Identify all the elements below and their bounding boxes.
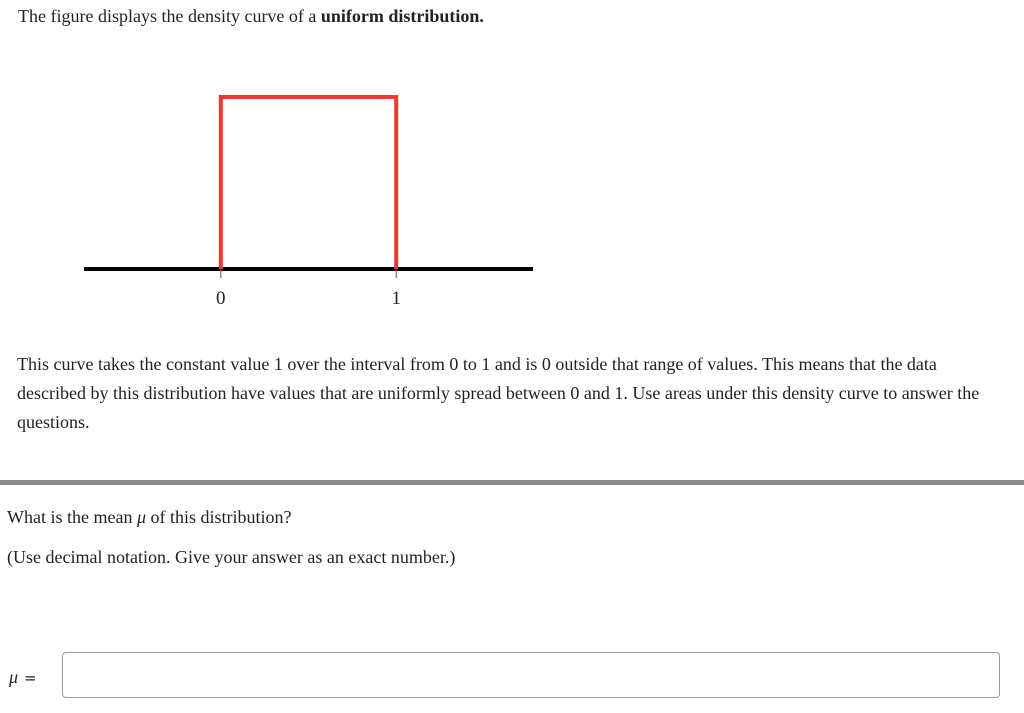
answer-instructions: (Use decimal notation. Give your answer as an exact number.) (7, 547, 456, 567)
x-tick-label: 0 (216, 288, 226, 309)
question-before: What is the mean (7, 507, 137, 527)
question-after: of this distribution? (146, 507, 292, 527)
x-axis-ticks (216, 269, 401, 309)
section-divider (0, 480, 1024, 485)
density-curve-figure (0, 0, 1024, 330)
answer-equals-sign: = (24, 669, 37, 687)
mu-symbol: μ (136, 507, 147, 527)
answer-mu-symbol: μ (9, 667, 19, 687)
description-text: This curve takes the constant value 1 over the interval from 0 to 1 and is 0 outside that range of values. This means that the data described by this distribution have values that are uniformly spread between 0 and 1. Use areas under this density curve to answer the questions. (17, 354, 980, 432)
intro-emphasis: uniform distribution. (320, 6, 484, 26)
question-text (7, 505, 292, 529)
intro-prefix: The figure displays the density curve of a (18, 6, 321, 26)
answer-label (9, 665, 37, 690)
answer-input[interactable] (62, 652, 1000, 698)
x-tick-label: 1 (391, 288, 401, 309)
density-curve (221, 97, 396, 269)
